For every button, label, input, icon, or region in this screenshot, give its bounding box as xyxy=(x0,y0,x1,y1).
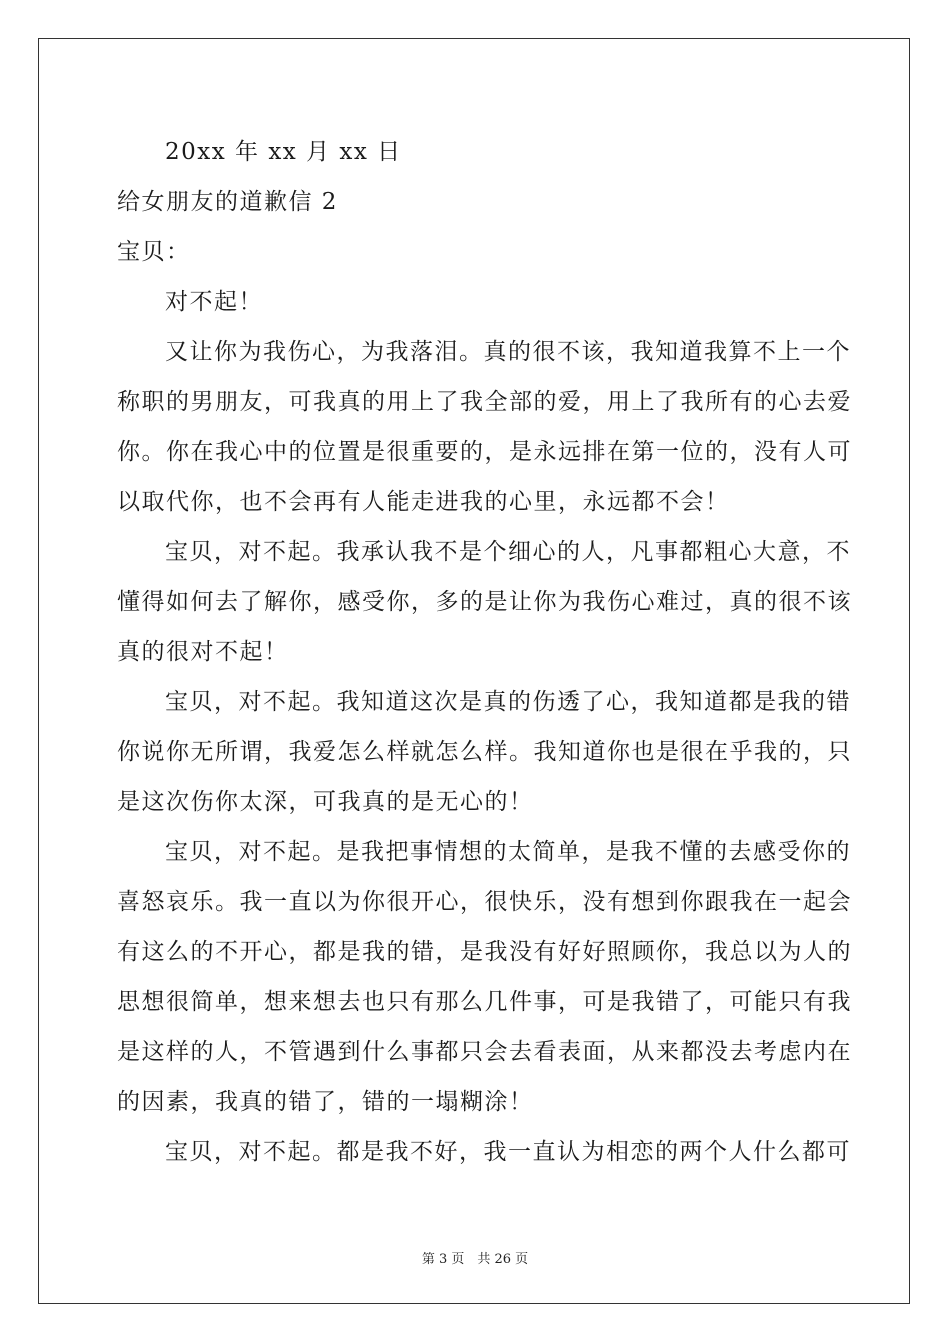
body-line: 是这样的人，不管遇到什么事都只会去看表面，从来都没去考虑内在 xyxy=(117,1039,852,1065)
body-line: 是这次伤你太深，可我真的是无心的！ xyxy=(117,789,534,815)
body-line: 宝贝，对不起。我承认我不是个细心的人，凡事都粗心大意，不 xyxy=(165,539,851,565)
body-line: 以取代你，也不会再有人能走进我的心里，永远都不会！ xyxy=(117,489,730,515)
body-line: 你说你无所谓，我爱怎么样就怎么样。我知道你也是很在乎我的，只 xyxy=(117,739,852,765)
body-line: 又让你为我伤心，为我落泪。真的很不该，我知道我算不上一个 xyxy=(165,339,851,365)
body-line: 宝贝，对不起。我知道这次是真的伤透了心，我知道都是我的错 xyxy=(165,689,851,715)
body-line: 宝贝，对不起。都是我不好，我一直认为相恋的两个人什么都可 xyxy=(165,1139,851,1165)
letter-title: 给女朋友的道歉信 2 xyxy=(117,189,338,215)
salutation: 宝贝： xyxy=(117,239,191,265)
body-line: 真的很对不起！ xyxy=(117,639,289,665)
body-line: 思想很简单，想来想去也只有那么几件事，可是我错了，可能只有我 xyxy=(117,989,852,1015)
body-line: 有这么的不开心，都是我的错，是我没有好好照顾你，我总以为人的 xyxy=(117,939,852,965)
body-line: 称职的男朋友，可我真的用上了我全部的爱，用上了我所有的心去爱 xyxy=(117,389,852,415)
page-number-footer: 第 3 页 共 26 页 xyxy=(421,1252,529,1267)
date-line: 20xx 年 xx 月 xx 日 xyxy=(165,139,402,165)
body-line: 懂得如何去了解你，感受你，多的是让你为我伤心难过，真的很不该 xyxy=(117,589,852,615)
body-line: 对不起！ xyxy=(165,289,263,315)
body-line: 的因素，我真的错了，错的一塌糊涂！ xyxy=(117,1089,534,1115)
body-line: 你。你在我心中的位置是很重要的，是永远排在第一位的，没有人可 xyxy=(117,439,852,465)
body-line: 喜怒哀乐。我一直以为你很开心，很快乐，没有想到你跟我在一起会 xyxy=(117,889,852,915)
body-line: 宝贝，对不起。是我把事情想的太简单，是我不懂的去感受你的 xyxy=(165,839,851,865)
